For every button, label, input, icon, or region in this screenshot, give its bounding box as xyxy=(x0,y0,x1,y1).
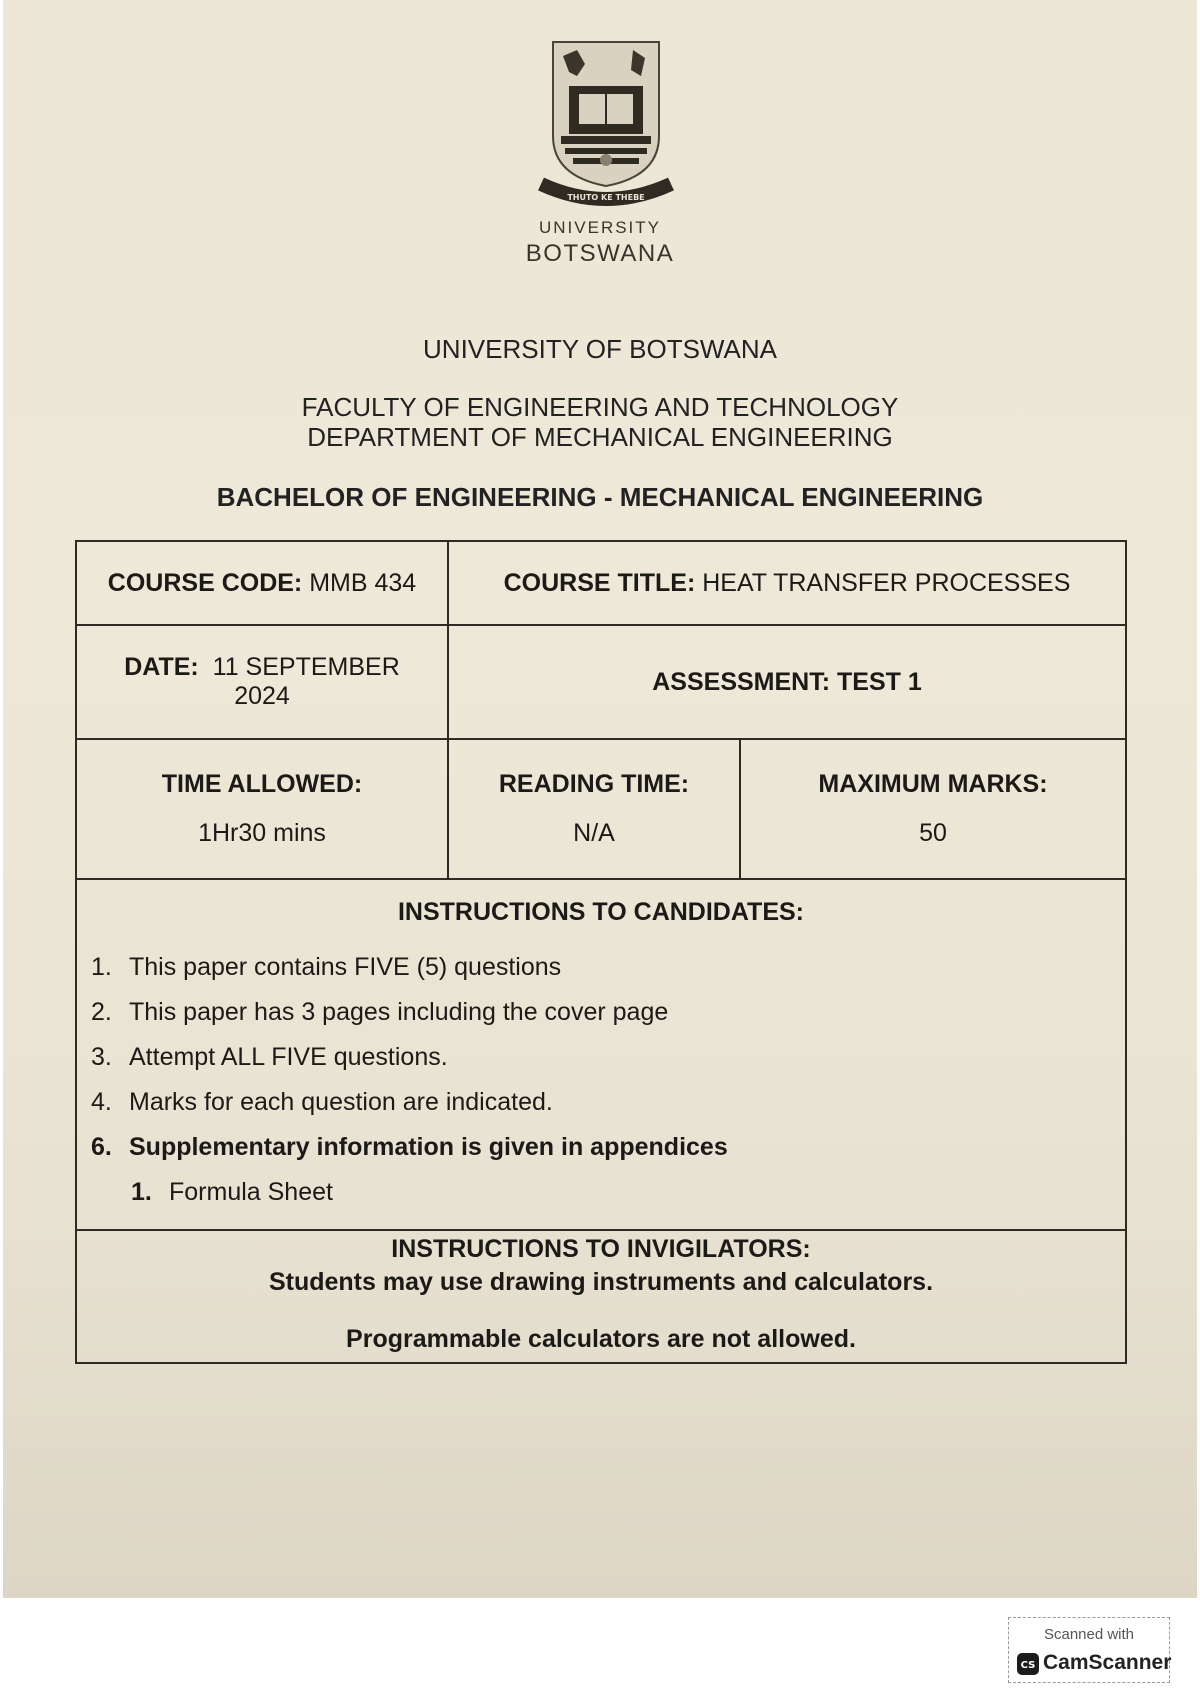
list-item: 3. Attempt ALL FIVE questions. xyxy=(91,1043,448,1071)
list-item: 1. This paper contains FIVE (5) questions xyxy=(91,953,562,981)
invigilator-line-2: Programmable calculators are not allowed. xyxy=(346,1325,856,1353)
scanned-page xyxy=(3,0,1197,1598)
date-cell xyxy=(77,626,449,738)
maximum-marks-label: MAXIMUM MARKS: xyxy=(818,770,1048,798)
faculty-title: FACULTY OF ENGINEERING AND TECHNOLOGY xyxy=(301,392,899,422)
date-value: 11 SEPTEMBER xyxy=(212,653,400,681)
reading-time-value: N/A xyxy=(573,819,615,847)
sub-list-item: 1. Formula Sheet xyxy=(131,1178,333,1206)
course-code-value: MMB 434 xyxy=(309,568,417,597)
assessment-label: ASSESSMENT: xyxy=(652,667,831,696)
camscanner-badge xyxy=(1008,1617,1170,1683)
candidate-instructions-title: INSTRUCTIONS TO CANDIDATES: xyxy=(397,898,805,926)
exam-info-table xyxy=(75,540,1127,1364)
crest-university-word: UNIVERSITY xyxy=(538,218,662,237)
maximum-marks-value: 50 xyxy=(919,819,947,847)
course-code-label: COURSE CODE: xyxy=(107,568,303,597)
invigilator-instructions-title: INSTRUCTIONS TO INVIGILATORS: xyxy=(391,1235,811,1263)
list-item: 2. This paper has 3 pages including the cover page xyxy=(91,998,669,1026)
course-code-cell xyxy=(77,542,449,624)
time-allowed-label: TIME ALLOWED: xyxy=(161,770,363,798)
candidate-instructions xyxy=(77,880,1125,1229)
reading-time-label: READING TIME: xyxy=(498,770,690,798)
badge-line-2: CamScanner xyxy=(1043,1651,1172,1674)
list-item: 4. Marks for each question are indicated. xyxy=(91,1088,553,1116)
reading-time-cell xyxy=(449,740,741,878)
svg-text:THUTO KE THEBE: THUTO KE THEBE xyxy=(567,193,645,202)
course-title-cell xyxy=(449,542,1125,624)
university-title: UNIVERSITY OF BOTSWANA xyxy=(423,334,777,364)
invigilator-line-1: Students may use drawing instruments and calculators. xyxy=(268,1268,934,1296)
camscanner-icon xyxy=(1017,1653,1039,1675)
course-title-label: COURSE TITLE: xyxy=(503,568,696,597)
invigilator-instructions xyxy=(77,1231,1125,1362)
course-title-value: HEAT TRANSFER PROCESSES xyxy=(702,568,1071,597)
svg-text:CS: CS xyxy=(1020,1660,1036,1671)
date-year: 2024 xyxy=(234,682,290,710)
time-allowed-value: 1Hr30 mins xyxy=(198,819,326,847)
candidate-instructions-list xyxy=(91,953,1111,1207)
time-row xyxy=(77,740,1125,880)
time-allowed-cell xyxy=(77,740,449,878)
candidates-row xyxy=(77,880,1125,1231)
crest-botswana-word: BOTSWANA xyxy=(525,240,675,267)
university-crest-logo xyxy=(533,36,679,216)
assessment-value: TEST 1 xyxy=(837,667,922,696)
invigilators-row xyxy=(77,1231,1125,1362)
course-row xyxy=(77,542,1125,626)
list-item: 6. Supplementary information is given in appendices xyxy=(91,1133,728,1161)
department-title: DEPARTMENT OF MECHANICAL ENGINEERING xyxy=(307,422,893,452)
badge-line-1: Scanned with xyxy=(1043,1626,1135,1643)
maximum-marks-cell xyxy=(741,740,1125,878)
date-label: DATE: xyxy=(124,653,199,681)
assessment-cell xyxy=(449,626,1125,738)
programme-title: BACHELOR OF ENGINEERING - MECHANICAL ENGINEERING xyxy=(216,482,984,512)
date-row xyxy=(77,626,1125,740)
